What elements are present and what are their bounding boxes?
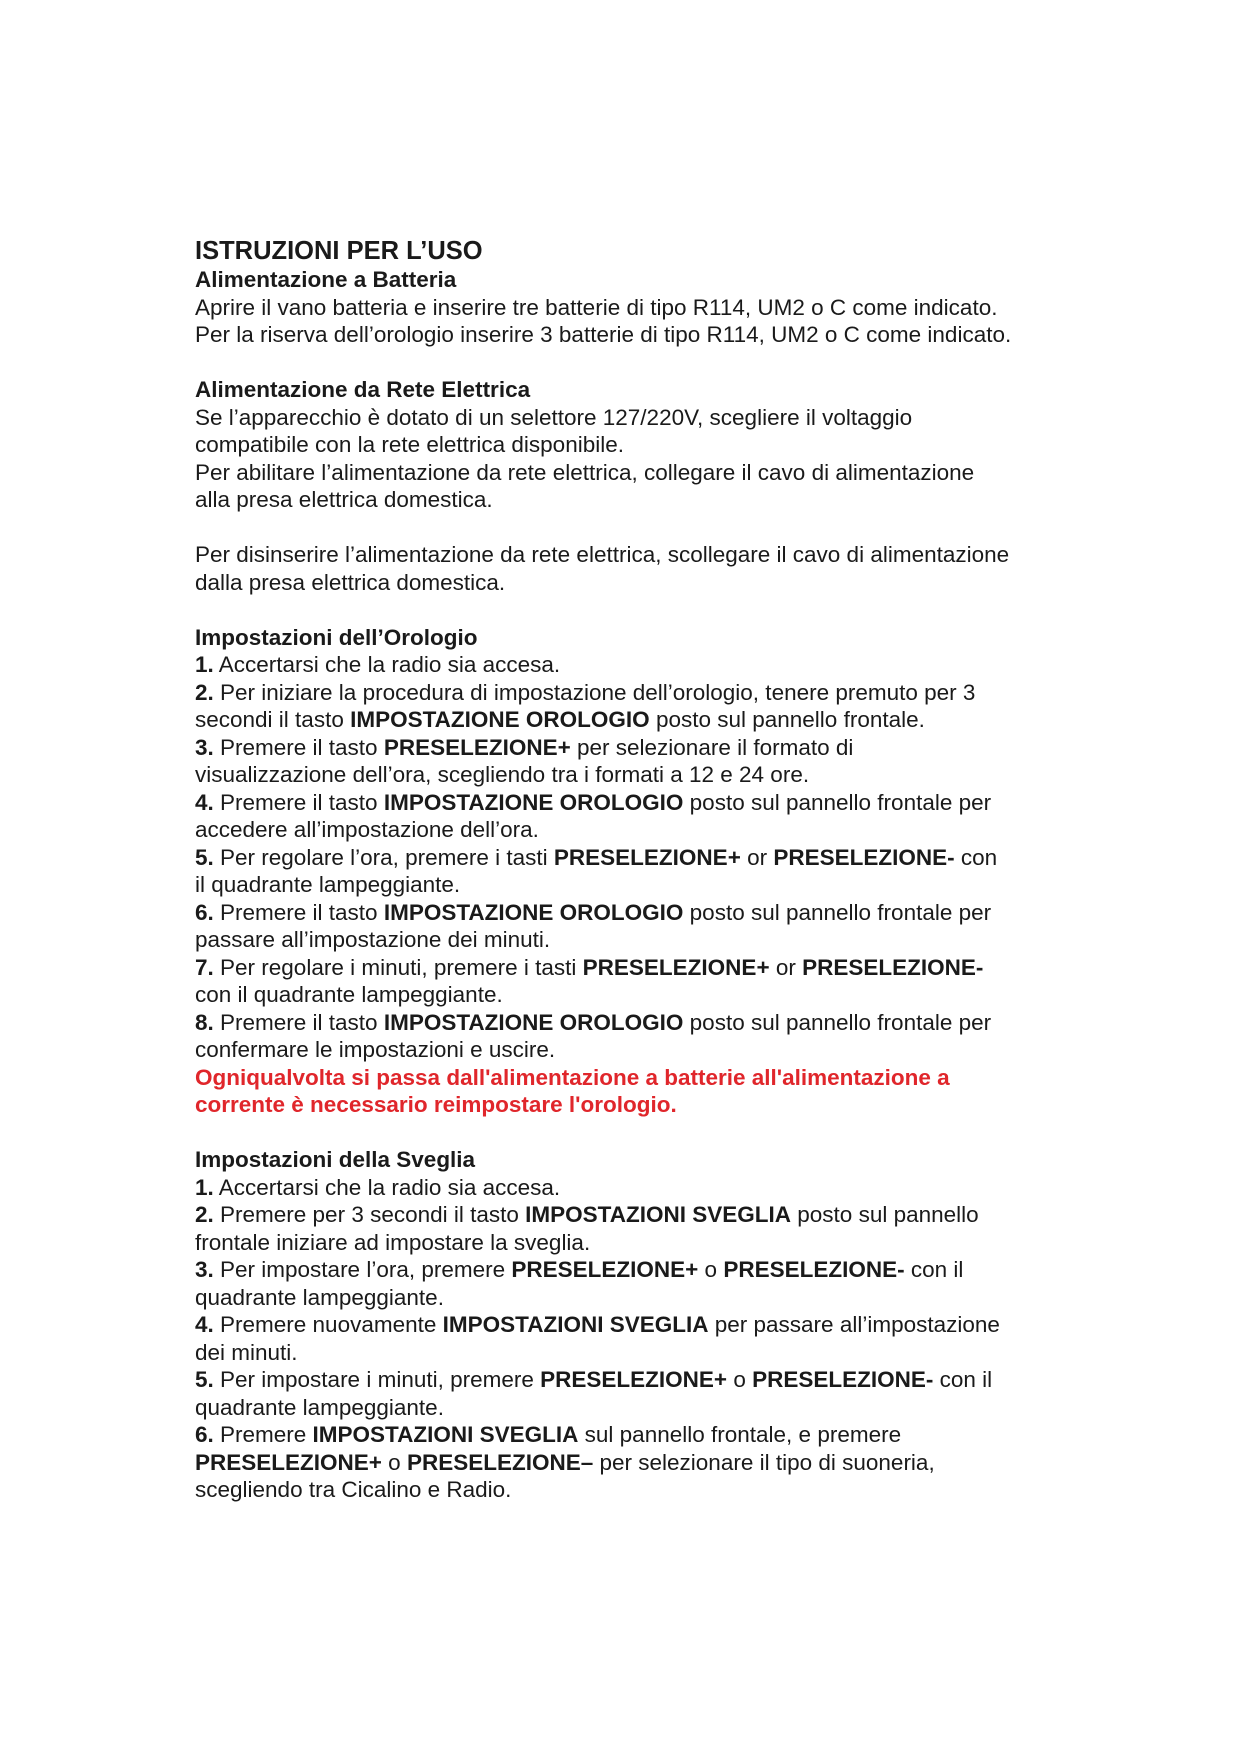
alarm-step-6: 6. Premere IMPOSTAZIONI SVEGLIA sul pannello frontale, e premere (195, 1422, 902, 1447)
clock-step-5: 5. Per regolare l’ora, premere i tasti PRESELEZIONE+ or PRESELEZIONE- con (195, 844, 998, 870)
alarm-step-2: 2. Premere per 3 secondi il tasto IMPOSTAZIONI SVEGLIA posto sul pannello (195, 1202, 979, 1227)
alarm-step-4-cont: dei minuti. (195, 1339, 298, 1365)
warning-text: Ogniqualvolta si passa dall'alimentazione a batterie all'alimentazione a (195, 1064, 950, 1090)
section-heading-alarm: Impostazioni della Sveglia (195, 1147, 476, 1172)
mains-line: Se l’apparecchio è dotato di un selettore 127/220V, scegliere il voltaggio (195, 404, 913, 430)
alarm-step-4: 4. Premere nuovamente IMPOSTAZIONI SVEGLIA per passare all’impostazione (195, 1312, 1000, 1337)
mains-line: Per abilitare l’alimentazione da rete elettrica, collegare il cavo di alimentazione (195, 459, 975, 485)
section-heading-battery: Alimentazione a Batteria (195, 267, 457, 292)
mains-line: dalla presa elettrica domestica. (195, 569, 506, 595)
clock-step-2-cont: secondi il tasto IMPOSTAZIONE OROLOGIO posto sul pannello frontale. (195, 707, 925, 732)
clock-step-5-cont: il quadrante lampeggiante. (195, 872, 461, 897)
mains-line: Per disinserire l’alimentazione da rete elettrica, scollegare il cavo di alimentazione (195, 542, 1010, 567)
page-title: ISTRUZIONI PER L’USO (195, 237, 483, 265)
clock-step-4: 4. Premere il tasto IMPOSTAZIONE OROLOGIO posto sul pannello frontale per (195, 789, 992, 815)
clock-step-3: 3. Premere il tasto PRESELEZIONE+ per selezionare il formato di (195, 734, 854, 760)
alarm-step-3: 3. Per impostare l’ora, premere PRESELEZIONE+ o PRESELEZIONE- con il (195, 1257, 964, 1282)
alarm-step-2-cont: frontale iniziare ad impostare la sveglia. (195, 1229, 591, 1255)
alarm-step-3-cont: quadrante lampeggiante. (195, 1284, 444, 1310)
section-heading-clock: Impostazioni dell’Orologio (195, 624, 478, 650)
alarm-step-5: 5. Per impostare i minuti, premere PRESELEZIONE+ o PRESELEZIONE- con il (195, 1367, 993, 1392)
alarm-step-6-cont2: scegliendo tra Cicalino e Radio. (195, 1477, 512, 1502)
mains-line: alla presa elettrica domestica. (195, 487, 493, 512)
clock-step-8: 8. Premere il tasto IMPOSTAZIONE OROLOGIO posto sul pannello frontale per (195, 1009, 992, 1035)
clock-step-3-cont: visualizzazione dell’ora, scegliendo tra i formati a 12 e 24 ore. (195, 762, 810, 787)
alarm-step-6-cont: PRESELEZIONE+ o PRESELEZIONE– per selezionare il tipo di suoneria, (195, 1449, 935, 1475)
clock-step-7-cont: con il quadrante lampeggiante. (195, 982, 503, 1007)
clock-step-4-cont: accedere all’impostazione dell’ora. (195, 817, 539, 842)
clock-step-6: 6. Premere il tasto IMPOSTAZIONE OROLOGIO posto sul pannello frontale per (195, 899, 992, 925)
section-heading-mains: Alimentazione da Rete Elettrica (195, 377, 531, 402)
alarm-step-1: 1. Accertarsi che la radio sia accesa. (195, 1174, 561, 1200)
clock-step-1: 1. Accertarsi che la radio sia accesa. (195, 652, 561, 677)
clock-step-8-cont: confermare le impostazioni e uscire. (195, 1037, 556, 1062)
document-page (195, 236, 1095, 1504)
alarm-step-5-cont: quadrante lampeggiante. (195, 1394, 444, 1420)
mains-line: compatibile con la rete elettrica disponibile. (195, 432, 624, 457)
warning-text: corrente è necessario reimpostare l'orologio. (195, 1092, 677, 1117)
clock-step-2: 2. Per iniziare la procedura di impostazione dell’orologio, tenere premuto per 3 (195, 679, 976, 705)
battery-line: Aprire il vano batteria e inserire tre batterie di tipo R114, UM2 o C come indicato. (195, 294, 998, 320)
clock-step-7: 7. Per regolare i minuti, premere i tasti PRESELEZIONE+ or PRESELEZIONE- (195, 954, 984, 980)
battery-line: Per la riserva dell’orologio inserire 3 batterie di tipo R114, UM2 o C come indicato. (195, 322, 1012, 347)
clock-step-6-cont: passare all’impostazione dei minuti. (195, 927, 551, 952)
